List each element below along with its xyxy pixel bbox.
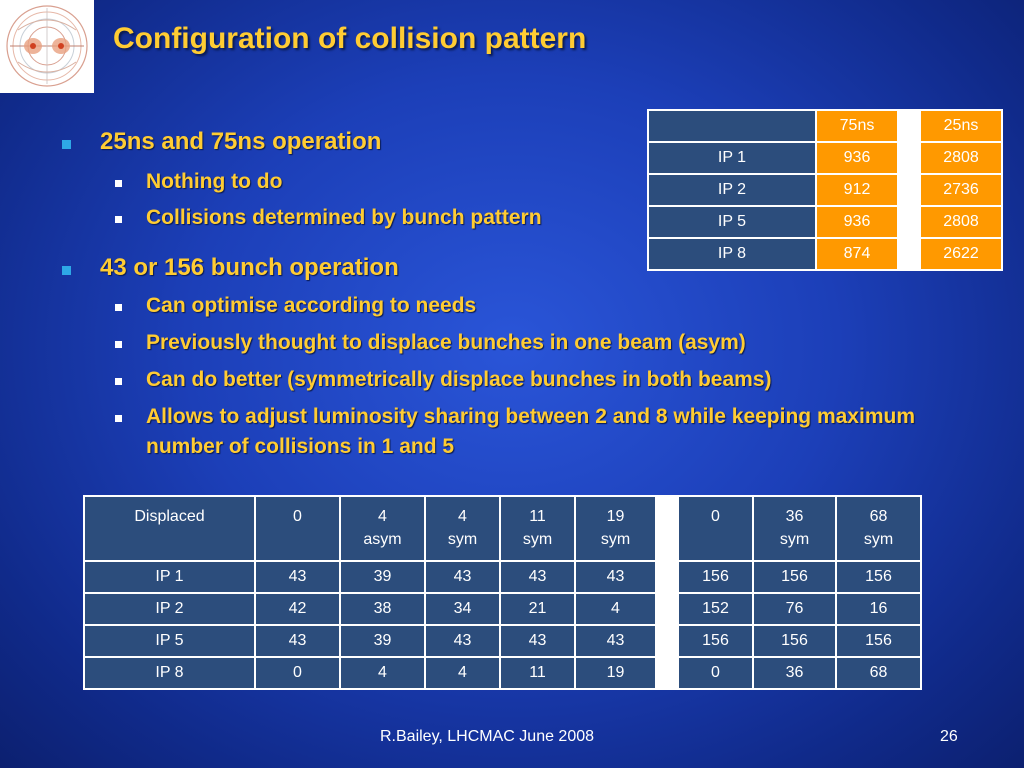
table-row-label: IP 5 bbox=[84, 625, 255, 657]
sub-bullet-marker bbox=[115, 415, 122, 422]
table-cell: 936 bbox=[816, 142, 898, 174]
table-header-cell: 36 sym bbox=[753, 496, 836, 561]
table-row-label: IP 8 bbox=[84, 657, 255, 689]
table-cell: 156 bbox=[753, 561, 836, 593]
sub-bullet-marker bbox=[115, 216, 122, 223]
table-header-cell: 4 asym bbox=[340, 496, 425, 561]
table-cell: 11 bbox=[500, 657, 575, 689]
table-header-row bbox=[648, 110, 1002, 142]
table-gap bbox=[898, 206, 920, 238]
table-row-label: IP 1 bbox=[648, 142, 816, 174]
table-cell: 2736 bbox=[920, 174, 1002, 206]
table-row bbox=[84, 657, 921, 689]
table-gap bbox=[898, 174, 920, 206]
table-gap bbox=[898, 238, 920, 270]
table-gap bbox=[898, 110, 920, 142]
table-cell: 0 bbox=[255, 657, 340, 689]
table-header-row bbox=[84, 496, 921, 561]
table-cell: 0 bbox=[678, 657, 753, 689]
table-row bbox=[84, 625, 921, 657]
bullet-item: 43 or 156 bunch operation bbox=[100, 254, 399, 281]
table-cell: 43 bbox=[425, 625, 500, 657]
table-cell: 76 bbox=[753, 593, 836, 625]
bullet-marker bbox=[62, 140, 71, 149]
sub-bullet-item: Previously thought to displace bunches in one beam (asym) bbox=[146, 331, 746, 354]
table-header-cell: 4 sym bbox=[425, 496, 500, 561]
table-row bbox=[84, 593, 921, 625]
table-cell: 156 bbox=[753, 625, 836, 657]
table-cell: 21 bbox=[500, 593, 575, 625]
table-cell: 43 bbox=[500, 561, 575, 593]
table-cell: 36 bbox=[753, 657, 836, 689]
bullet-marker bbox=[62, 266, 71, 275]
table-cell: 68 bbox=[836, 657, 921, 689]
displacement-table bbox=[83, 495, 922, 690]
table-cell: 874 bbox=[816, 238, 898, 270]
table-cell: 39 bbox=[340, 561, 425, 593]
table-cell: 34 bbox=[425, 593, 500, 625]
slide-title: Configuration of collision pattern bbox=[113, 22, 587, 55]
table-header-cell: 11 sym bbox=[500, 496, 575, 561]
table-row-label: IP 1 bbox=[84, 561, 255, 593]
table-gap bbox=[656, 593, 678, 625]
table-gap bbox=[656, 625, 678, 657]
table-cell: 16 bbox=[836, 593, 921, 625]
table-header-cell: 0 bbox=[255, 496, 340, 561]
table-header-cell: 0 bbox=[678, 496, 753, 561]
table-row bbox=[84, 561, 921, 593]
table-header-cell: 75ns bbox=[816, 110, 898, 142]
table-gap bbox=[656, 561, 678, 593]
table-header-cell bbox=[648, 110, 816, 142]
page-number: 26 bbox=[940, 728, 958, 745]
table-cell: 42 bbox=[255, 593, 340, 625]
bunch-count-table bbox=[647, 109, 1003, 271]
table-cell: 2622 bbox=[920, 238, 1002, 270]
table-row-label: IP 8 bbox=[648, 238, 816, 270]
table-cell: 4 bbox=[425, 657, 500, 689]
table-cell: 39 bbox=[340, 625, 425, 657]
table-cell: 156 bbox=[678, 625, 753, 657]
table-header-cell: Displaced bbox=[84, 496, 255, 561]
table-cell: 152 bbox=[678, 593, 753, 625]
table-cell: 4 bbox=[340, 657, 425, 689]
table-cell: 2808 bbox=[920, 142, 1002, 174]
bullet-item: 25ns and 75ns operation bbox=[100, 128, 382, 155]
table-cell: 4 bbox=[575, 593, 656, 625]
table-cell: 43 bbox=[500, 625, 575, 657]
table-cell: 43 bbox=[255, 561, 340, 593]
table-cell: 156 bbox=[836, 625, 921, 657]
table-cell: 2808 bbox=[920, 206, 1002, 238]
table-row-label: IP 5 bbox=[648, 206, 816, 238]
table-row bbox=[648, 206, 1002, 238]
table-row-label: IP 2 bbox=[648, 174, 816, 206]
table-cell: 156 bbox=[836, 561, 921, 593]
table-header-cell: 25ns bbox=[920, 110, 1002, 142]
sub-bullet-item: Can optimise according to needs bbox=[146, 294, 477, 317]
table-cell: 43 bbox=[575, 561, 656, 593]
sub-bullet-item: Nothing to do bbox=[146, 170, 283, 193]
table-cell: 43 bbox=[255, 625, 340, 657]
lhc-logo bbox=[0, 0, 94, 93]
table-gap bbox=[656, 496, 678, 561]
sub-bullet-marker bbox=[115, 180, 122, 187]
table-row bbox=[648, 174, 1002, 206]
table-row bbox=[648, 142, 1002, 174]
sub-bullet-marker bbox=[115, 341, 122, 348]
table-cell: 43 bbox=[425, 561, 500, 593]
table-cell: 156 bbox=[678, 561, 753, 593]
table-cell: 38 bbox=[340, 593, 425, 625]
table-row-label: IP 2 bbox=[84, 593, 255, 625]
table-cell: 19 bbox=[575, 657, 656, 689]
table-gap bbox=[656, 657, 678, 689]
table-cell: 912 bbox=[816, 174, 898, 206]
sub-bullet-item: Allows to adjust luminosity sharing between 2 and 8 while keeping maximum number of collisions in 1 and 5 bbox=[146, 405, 915, 458]
table-row bbox=[648, 238, 1002, 270]
footer-text: R.Bailey, LHCMAC June 2008 bbox=[380, 728, 595, 745]
sub-bullet-item: Collisions determined by bunch pattern bbox=[146, 206, 542, 229]
sub-bullet-marker bbox=[115, 378, 122, 385]
table-gap bbox=[898, 142, 920, 174]
table-header-cell: 19 sym bbox=[575, 496, 656, 561]
table-cell: 936 bbox=[816, 206, 898, 238]
sub-bullet-marker bbox=[115, 304, 122, 311]
table-cell: 43 bbox=[575, 625, 656, 657]
table-header-cell: 68 sym bbox=[836, 496, 921, 561]
sub-bullet-item: Can do better (symmetrically displace bunches in both beams) bbox=[146, 368, 772, 391]
